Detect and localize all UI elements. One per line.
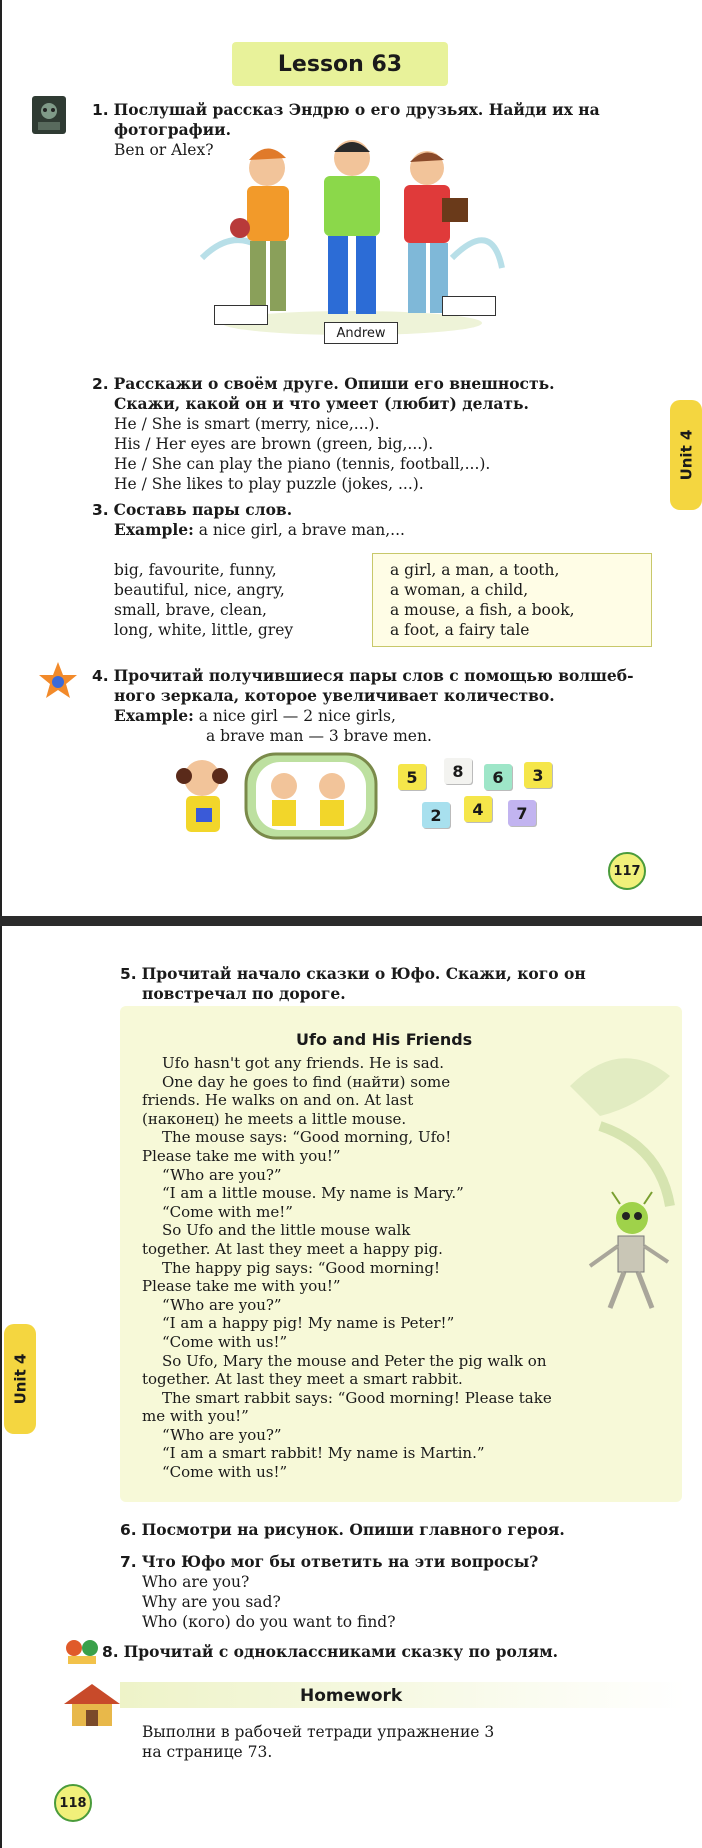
story-line: me with you!” <box>142 1407 249 1426</box>
question-line: Who (кого) do you want to find? <box>142 1613 396 1631</box>
exercise-7 <box>120 1552 680 1632</box>
exercise-5 <box>120 964 680 1004</box>
instruction-line: Прочитай начало сказки о Юфо. Скажи, кого он <box>141 964 586 983</box>
number-card: 8 <box>444 758 472 784</box>
adjective-line: long, white, little, grey <box>114 621 294 639</box>
story-line: One day he goes to find (найти) some <box>162 1072 451 1091</box>
story-line: “I am a happy pig! My name is Peter!” <box>162 1314 455 1333</box>
story-line: (наконец) he meets a little mouse. <box>142 1109 407 1128</box>
magic-star-icon <box>38 660 78 700</box>
exercise-6 <box>120 1520 680 1540</box>
story-line: together. At last they meet a happy pig. <box>142 1239 443 1258</box>
instruction-line: повстречал по дороге. <box>142 984 346 1003</box>
story-line: “Come with me!” <box>162 1202 293 1221</box>
number-card: 4 <box>464 796 492 822</box>
noun-line: a girl, a man, a tooth, <box>390 561 560 579</box>
nouns-list <box>390 560 650 640</box>
homework-text <box>142 1722 662 1762</box>
story-line: Please take me with you!” <box>142 1146 341 1165</box>
unit-tab: Unit 4 <box>4 1324 36 1434</box>
number-card: 6 <box>484 764 512 790</box>
story-line: “Who are you?” <box>162 1295 282 1314</box>
instruction-line: фотографии. <box>114 120 232 139</box>
instruction-line: Послушай рассказ Эндрю о его друзьях. Найди их на <box>113 100 600 119</box>
exercise-number: 5. <box>120 965 137 983</box>
story-line: The smart rabbit says: “Good morning! Please take <box>162 1388 552 1407</box>
page-number: 117 <box>608 852 646 890</box>
question-line: Who are you? <box>142 1573 250 1591</box>
instruction-line: Расскажи о своём друге. Опиши его внешность. <box>113 374 555 393</box>
story-line: The happy pig says: “Good morning! <box>162 1258 441 1277</box>
homework-house-icon <box>62 1680 122 1730</box>
example-line: He / She likes to play puzzle (jokes, ...). <box>114 475 424 493</box>
story-line: together. At last they meet a smart rabbit. <box>142 1370 463 1389</box>
story-line: The mouse says: “Good morning, Ufo! <box>162 1128 452 1147</box>
adjective-line: big, favourite, funny, <box>114 561 277 579</box>
example-label: Example: <box>114 706 194 725</box>
noun-line: a foot, a fairy tale <box>390 621 530 639</box>
instruction-line: Посмотри на рисунок. Опиши главного героя. <box>141 1520 565 1539</box>
story-line: “I am a smart rabbit! My name is Martin.” <box>162 1444 485 1463</box>
noun-line: a woman, a child, <box>390 581 529 599</box>
ufo-robot-illustration <box>560 1046 680 1326</box>
number-card: 2 <box>422 802 450 828</box>
audio-icon <box>32 96 66 134</box>
homework-line: Выполни в рабочей тетради упражнение 3 <box>142 1723 495 1741</box>
exercise-4 <box>92 666 652 746</box>
textbook-page-117 <box>0 0 702 916</box>
exercise-3 <box>92 500 652 540</box>
number-card: 7 <box>508 800 536 826</box>
homework-title: Homework <box>300 1686 403 1706</box>
page-divider <box>0 916 702 926</box>
instruction-line: ного зеркала, которое увеличивает количество. <box>114 686 555 705</box>
example-text: a nice girl, a brave man,... <box>198 521 405 539</box>
pair-work-icon <box>62 1636 102 1666</box>
story-line: “I am a little mouse. My name is Mary.” <box>162 1184 464 1203</box>
exercise-number: 8. <box>102 1643 119 1661</box>
story-line: Please take me with you!” <box>142 1277 341 1296</box>
answer-box-left[interactable] <box>214 305 268 325</box>
story-line: So Ufo, Mary the mouse and Peter the pig walk on <box>162 1351 547 1370</box>
exercise-number: 3. <box>92 501 109 519</box>
homework-line: на странице 73. <box>142 1743 273 1761</box>
noun-line: a mouse, a fish, a book, <box>390 601 575 619</box>
exercise-number: 4. <box>92 667 109 685</box>
story-line: friends. He walks on and on. At last <box>142 1091 414 1110</box>
girl-with-mirror-illustration <box>172 748 392 848</box>
example-line: He / She is smart (merry, nice,...). <box>114 415 380 433</box>
page-number: 118 <box>54 1784 92 1822</box>
homework-bar <box>120 1682 686 1708</box>
number-card: 3 <box>524 762 552 788</box>
instruction-line: Прочитай с одноклассниками сказку по ролям. <box>123 1642 559 1661</box>
exercise-number: 6. <box>120 1521 137 1539</box>
story-line: So Ufo and the little mouse walk <box>162 1221 411 1240</box>
adjective-line: small, brave, clean, <box>114 601 267 619</box>
example-line: He / She can play the piano (tennis, football,...). <box>114 455 491 473</box>
instruction-line: Прочитай получившиеся пары слов с помощью волшеб- <box>113 666 634 685</box>
story-line: “Who are you?” <box>162 1425 282 1444</box>
example-line: a brave man — 3 brave men. <box>206 727 432 745</box>
example-line: His / Her eyes are brown (green, big,...). <box>114 435 434 453</box>
unit-tab: Unit 4 <box>670 400 702 510</box>
exercise-number: 1. <box>92 101 109 119</box>
lesson-title: Lesson 63 <box>232 42 448 86</box>
answer-box-right[interactable] <box>442 296 496 316</box>
number-card: 5 <box>398 764 426 790</box>
question-text: Ben or Alex? <box>114 141 214 159</box>
exercise-8 <box>102 1642 662 1662</box>
story-line: “Who are you?” <box>162 1165 282 1184</box>
story-line: “Come with us!” <box>162 1463 288 1482</box>
instruction-line: Составь пары слов. <box>113 500 293 519</box>
adjectives-list <box>114 560 354 640</box>
adjective-line: beautiful, nice, angry, <box>114 581 285 599</box>
story-line: Ufo hasn't got any friends. He is sad. <box>162 1054 445 1072</box>
instruction-line: Скажи, какой он и что умеет (любит) делать. <box>114 394 529 413</box>
instruction-line: Что Юфо мог бы ответить на эти вопросы? <box>141 1552 539 1571</box>
story-line: “Come with us!” <box>162 1332 288 1351</box>
story-title: Ufo and His Friends <box>296 1030 473 1049</box>
question-line: Why are you sad? <box>142 1593 281 1611</box>
exercise-2 <box>92 374 652 494</box>
exercise-number: 7. <box>120 1553 137 1571</box>
name-label-andrew: Andrew <box>324 322 398 344</box>
example-label: Example: <box>114 520 194 539</box>
example-line: a nice girl — 2 nice girls, <box>198 707 396 725</box>
exercise-number: 2. <box>92 375 109 393</box>
